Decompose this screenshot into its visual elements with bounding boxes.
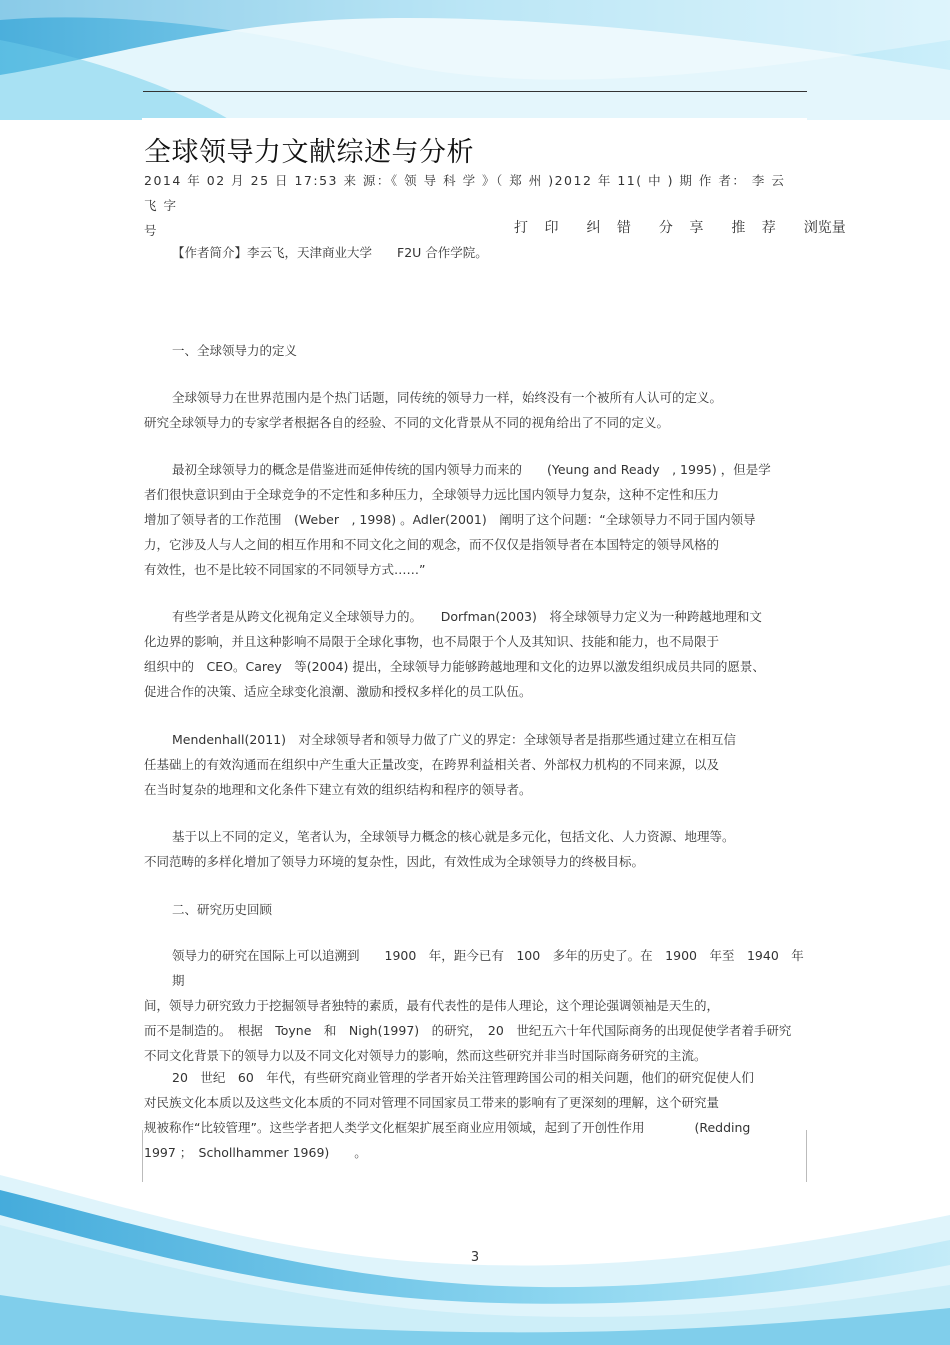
paragraph (144, 1065, 804, 1165)
paragraph (144, 727, 804, 802)
paragraph (144, 457, 804, 582)
paragraph (144, 385, 804, 435)
author-intro: 【作者简介】李云飞，天津商业大学 F2U 合作学院。 (172, 245, 488, 260)
text-line: 领导力的研究在国际上可以追溯到 1900 年，距今已有 100 多年的历史了。在 1900 年至 1940 年期 (172, 948, 804, 988)
print-button[interactable]: 打 印 (514, 220, 565, 236)
text-line: 者们很快意识到由于全球竞争的不定性和多种压力，全球领导力远比国内领导力复杂，这种不定性和压力 (144, 487, 720, 502)
views-label: 浏览量 (803, 220, 846, 236)
text-line: 规被称作“比较管理”。这些学者把人类学文化框架扩展至商业应用领域，起到了开创性作用 (Redding (144, 1120, 751, 1135)
text-line: 而不是制造的。 根据 Toyne 和 Nigh(1997) 的研究， 20 世纪五六十年代国际商务的出现促使学者着手研究 (144, 1023, 792, 1038)
recommend-button[interactable]: 推 荐 (731, 220, 782, 236)
paper-edge-left (142, 1130, 143, 1182)
paper-edge-right (806, 1130, 807, 1182)
header-rule (143, 91, 807, 92)
text-line: 增加了领导者的工作范围 (Weber , 1998) 。Adler(2001) 阐明了这个问题：“全球领导力不同于国内领导 (144, 512, 756, 527)
section-heading-history: 二、研究历史回顾 (172, 902, 273, 917)
text-line: 不同文化背景下的领导力以及不同文化对领导力的影响，然而这些研究并非当时国际商务研究的主流。 (144, 1048, 707, 1063)
article-actions (514, 217, 846, 237)
text-line: 有些学者是从跨文化视角定义全球领导力的。 Dorfman(2003) 将全球领导力定义为一种跨越地理和文 (172, 609, 762, 624)
text-line: 20 世纪 60 年代，有些研究商业管理的学者开始关注管理跨国公司的相关问题，他们的研究促使人们 (172, 1070, 754, 1085)
text-line: 化边界的影响，并且这种影响不局限于全球化事物，也不局限于个人及其知识、技能和能力，也不局限于 (144, 634, 720, 649)
paragraph (144, 604, 804, 704)
report-error-button[interactable]: 纠 错 (586, 220, 637, 236)
text-line: 研究全球领导力的专家学者根据各自的经验、不同的文化背景从不同的视角给出了不同的定义。 (144, 415, 670, 430)
page-number: 3 (470, 1250, 480, 1265)
text-line: 基于以上不同的定义，笔者认为，全球领导力概念的核心就是多元化，包括文化、人力资源、地理等。 (172, 829, 735, 844)
text-line: 对民族文化本质以及这些文化本质的不同对管理不同国家员工带来的影响有了更深刻的理解，这个研究量 (144, 1095, 720, 1110)
text-line: 全球领导力在世界范围内是个热门话题，同传统的领导力一样，始终没有一个被所有人认可的定义。 (172, 390, 723, 405)
share-button[interactable]: 分 享 (658, 220, 710, 236)
text-line: 间，领导力研究致力于挖掘领导者独特的素质，最有代表性的是伟人理论，这个理论强调领袖是天生的， (144, 998, 720, 1013)
page-title: 全球领导力文献综述与分析 (144, 137, 474, 168)
text-line: 组织中的 CEO。Carey 等(2004) 提出，全球领导力能够跨越地理和文化的边界以激发组织成员共同的愿景、 (144, 659, 765, 674)
paragraph (144, 824, 804, 874)
section-heading-definition: 一、全球领导力的定义 (172, 343, 298, 358)
text-line: 有效性，也不是比较不同国家的不同领导方式……” (144, 562, 426, 577)
text-line: Mendenhall(2011) 对全球领导者和领导力做了广义的界定：全球领导者是指那些通过建立在相互信 (172, 732, 737, 747)
text-line: 最初全球领导力的概念是借鉴进而延伸传统的国内领导力而来的 (Yeung and Ready , 1995) ，但是学 (172, 462, 771, 477)
paragraph (144, 943, 804, 1068)
text-line: 促进合作的决策、适应全球变化浪潮、激励和授权多样化的员工队伍。 (144, 684, 532, 699)
text-line: 任基础上的有效沟通而在组织中产生重大正量改变，在跨界利益相关者、外部权力机构的不同来源，以及 (144, 757, 720, 772)
meta-line-wrap: 号 (144, 223, 159, 238)
text-line: 不同范畴的多样化增加了领导力环境的复杂性，因此，有效性成为全球领导力的终极目标。 (144, 854, 645, 869)
text-line: 在当时复杂的地理和文化条件下建立有效的组织结构和程序的领导者。 (144, 782, 532, 797)
text-line: 力，它涉及人与人之间的相互作用和不同文化之间的观念，而不仅仅是指领导者在本国特定的领导风格的 (144, 537, 720, 552)
meta-line: 2014 年 02 月 25 日 17:53 来 源：《 领 导 科 学 》（ 郑 州 )2012 年 11( 中 ) 期 作 者： 李 云 飞 字 (144, 173, 786, 213)
text-line: 1997 ； Schollhammer 1969) 。 (144, 1145, 367, 1160)
